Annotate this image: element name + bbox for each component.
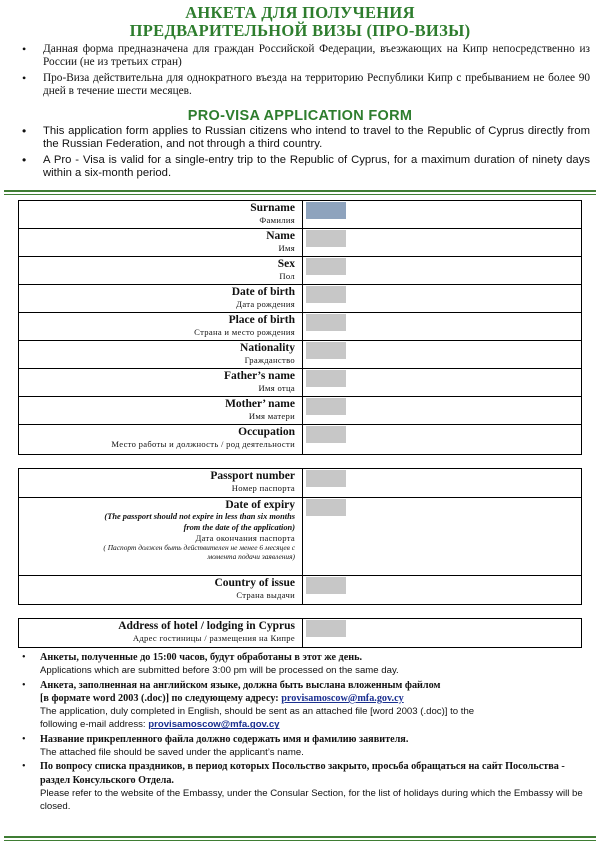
row-surname: [19, 201, 581, 229]
divider: [302, 469, 303, 497]
list-item: • Про-Виза действительна для однократного въезда на территорию Республики Кипр с пребыванием не более 90 дней в течение шести месяцев.: [22, 72, 590, 99]
divider: [302, 369, 303, 396]
name-field[interactable]: [306, 230, 346, 247]
note-en: Please refer to the website of the Embassy, under the Consular Section, for the list of holidays during which the Embassy will be closed.: [40, 787, 583, 813]
list-item: • This application form applies to Russian citizens who intend to travel to the Republic of Cyprus directly from the Russian Federation, and not through a third country.: [22, 125, 590, 152]
field-label: Mother’ name: [225, 398, 295, 410]
field-label: Nationality: [240, 342, 295, 354]
field-label-ru: Страна и место рождения: [194, 327, 295, 337]
divider: [302, 397, 303, 424]
divider: [302, 341, 303, 368]
title-ru-line2: ПРЕДВАРИТЕЛЬНОЙ ВИЗЫ (ПРО-ВИЗЫ): [129, 21, 471, 40]
note-ru: • Анкеты, полученные до 15:00 часов, будут обработаны в этот же день.: [40, 652, 363, 663]
address-field[interactable]: [306, 620, 346, 637]
note-ru: [в формате word 2003 (.doc)] по следующему адресу:: [40, 692, 279, 704]
field-label: Date of birth: [231, 286, 295, 298]
field-label-ru: Страна выдачи: [236, 590, 295, 600]
intro-en-list: [22, 125, 590, 183]
email-link[interactable]: provisamoscow@mfa.gov.cy: [148, 719, 280, 731]
row-fathers-name: [19, 369, 581, 397]
fathers-name-field[interactable]: [306, 370, 346, 387]
divider: [302, 576, 303, 604]
field-label-ru: Имя матери: [248, 411, 295, 421]
field-label-ru: Имя: [278, 243, 295, 253]
row-mothers-name: [19, 397, 581, 425]
list-item: [22, 733, 590, 760]
note-en: Applications which are submitted before 3:00 pm will be processed on the same day.: [40, 665, 399, 677]
note-en: following e-mail address:: [40, 719, 146, 731]
divider: [302, 285, 303, 312]
note-en: The application, duly completed in English, should be sent as an attached file [word 2003 (.doc)] to the: [40, 706, 475, 718]
address-table: [18, 618, 582, 648]
passport-number-field[interactable]: [306, 470, 346, 487]
nationality-field[interactable]: [306, 342, 346, 359]
field-label: Father’s name: [224, 370, 295, 382]
row-date-of-expiry: [19, 498, 581, 576]
field-label: Address of hotel / lodging in Cyprus: [118, 620, 295, 632]
row-date-of-birth: [19, 285, 581, 313]
list-item: • A Pro - Visa is valid for a single-entry trip to the Republic of Cyprus, for a maximum duration of ninety days within a six-month period.: [22, 154, 590, 181]
email-link[interactable]: provisamoscow@mfa.gov.cy: [281, 692, 404, 704]
list-item: [22, 679, 590, 732]
divider: [4, 190, 596, 195]
note-ru: • По вопросу списка праздников, в период которых Посольство закрыто, просьба обращаться на сайт Посольства - раздел Консульского Отдела.: [40, 761, 565, 786]
divider: [302, 257, 303, 284]
expiry-note-ru: момента подачи заявления): [207, 552, 295, 561]
expiry-note-ru: ( Паспорт должен быть действителен не менее 6 месяцев с: [103, 543, 295, 552]
field-label-ru: Гражданство: [244, 355, 295, 365]
list-item: [22, 651, 590, 678]
field-label-ru: Пол: [279, 271, 295, 281]
field-label-ru: Имя отца: [258, 383, 295, 393]
row-name: [19, 229, 581, 257]
date-of-expiry-field[interactable]: [306, 499, 346, 516]
row-country-of-issue: [19, 576, 581, 604]
field-label: Occupation: [238, 426, 295, 438]
divider: [302, 425, 303, 454]
divider: [302, 201, 303, 228]
field-label: Date of expiry: [225, 499, 295, 511]
place-of-birth-field[interactable]: [306, 314, 346, 331]
intro-ru-list: [22, 43, 590, 101]
title-ru-line1: АНКЕТА ДЛЯ ПОЛУЧЕНИЯ: [185, 3, 415, 22]
field-label-ru: Дата рождения: [236, 299, 295, 309]
row-sex: [19, 257, 581, 285]
note-en: The attached file should be saved under the applicant’s name.: [40, 747, 304, 759]
field-label-ru: Адрес гостиницы / размещения на Кипре: [132, 633, 295, 643]
field-label: Name: [266, 230, 295, 242]
row-occupation: [19, 425, 581, 454]
note-ru: • Название прикрепленного файла должно содержать имя и фамилию заявителя.: [40, 733, 409, 745]
divider: [302, 229, 303, 256]
row-place-of-birth: [19, 313, 581, 341]
field-label: Country of issue: [214, 577, 295, 589]
divider: [302, 619, 303, 647]
row-passport-number: [19, 469, 581, 498]
list-item: • Данная форма предназначена для граждан Российской Федерации, въезжающих на Кипр непосредственно из России (не из третьих стран): [22, 43, 590, 70]
note-ru: • Анкета, заполненная на английском языке, должна быть выслана вложенным файлом: [40, 679, 441, 691]
title-en: PRO-VISA APPLICATION FORM: [187, 108, 413, 124]
expiry-note-en: from the date of the application): [183, 522, 295, 532]
field-label-ru: Место работы и должность / род деятельности: [111, 439, 295, 449]
list-item: [22, 760, 590, 813]
field-label: Surname: [250, 202, 295, 214]
date-of-birth-field[interactable]: [306, 286, 346, 303]
personal-details-table: [18, 200, 582, 455]
occupation-field[interactable]: [306, 426, 346, 443]
mothers-name-field[interactable]: [306, 398, 346, 415]
divider: [4, 836, 596, 841]
field-label: Passport number: [210, 470, 295, 482]
country-of-issue-field[interactable]: [306, 577, 346, 594]
surname-field[interactable]: [306, 202, 346, 219]
field-label-ru: Номер паспорта: [231, 483, 295, 493]
notes-list: [22, 651, 590, 815]
row-nationality: [19, 341, 581, 369]
field-label: Place of birth: [228, 314, 295, 326]
divider: [302, 498, 303, 575]
expiry-note-en: (The passport should not expire in less than six months: [104, 512, 295, 521]
divider: [302, 313, 303, 340]
sex-field[interactable]: [306, 258, 346, 275]
field-label-ru: Фамилия: [259, 215, 295, 225]
field-label-ru: Дата окончания паспорта: [195, 533, 295, 543]
passport-table: [18, 468, 582, 605]
row-address: [19, 619, 581, 647]
field-label: Sex: [277, 258, 295, 270]
